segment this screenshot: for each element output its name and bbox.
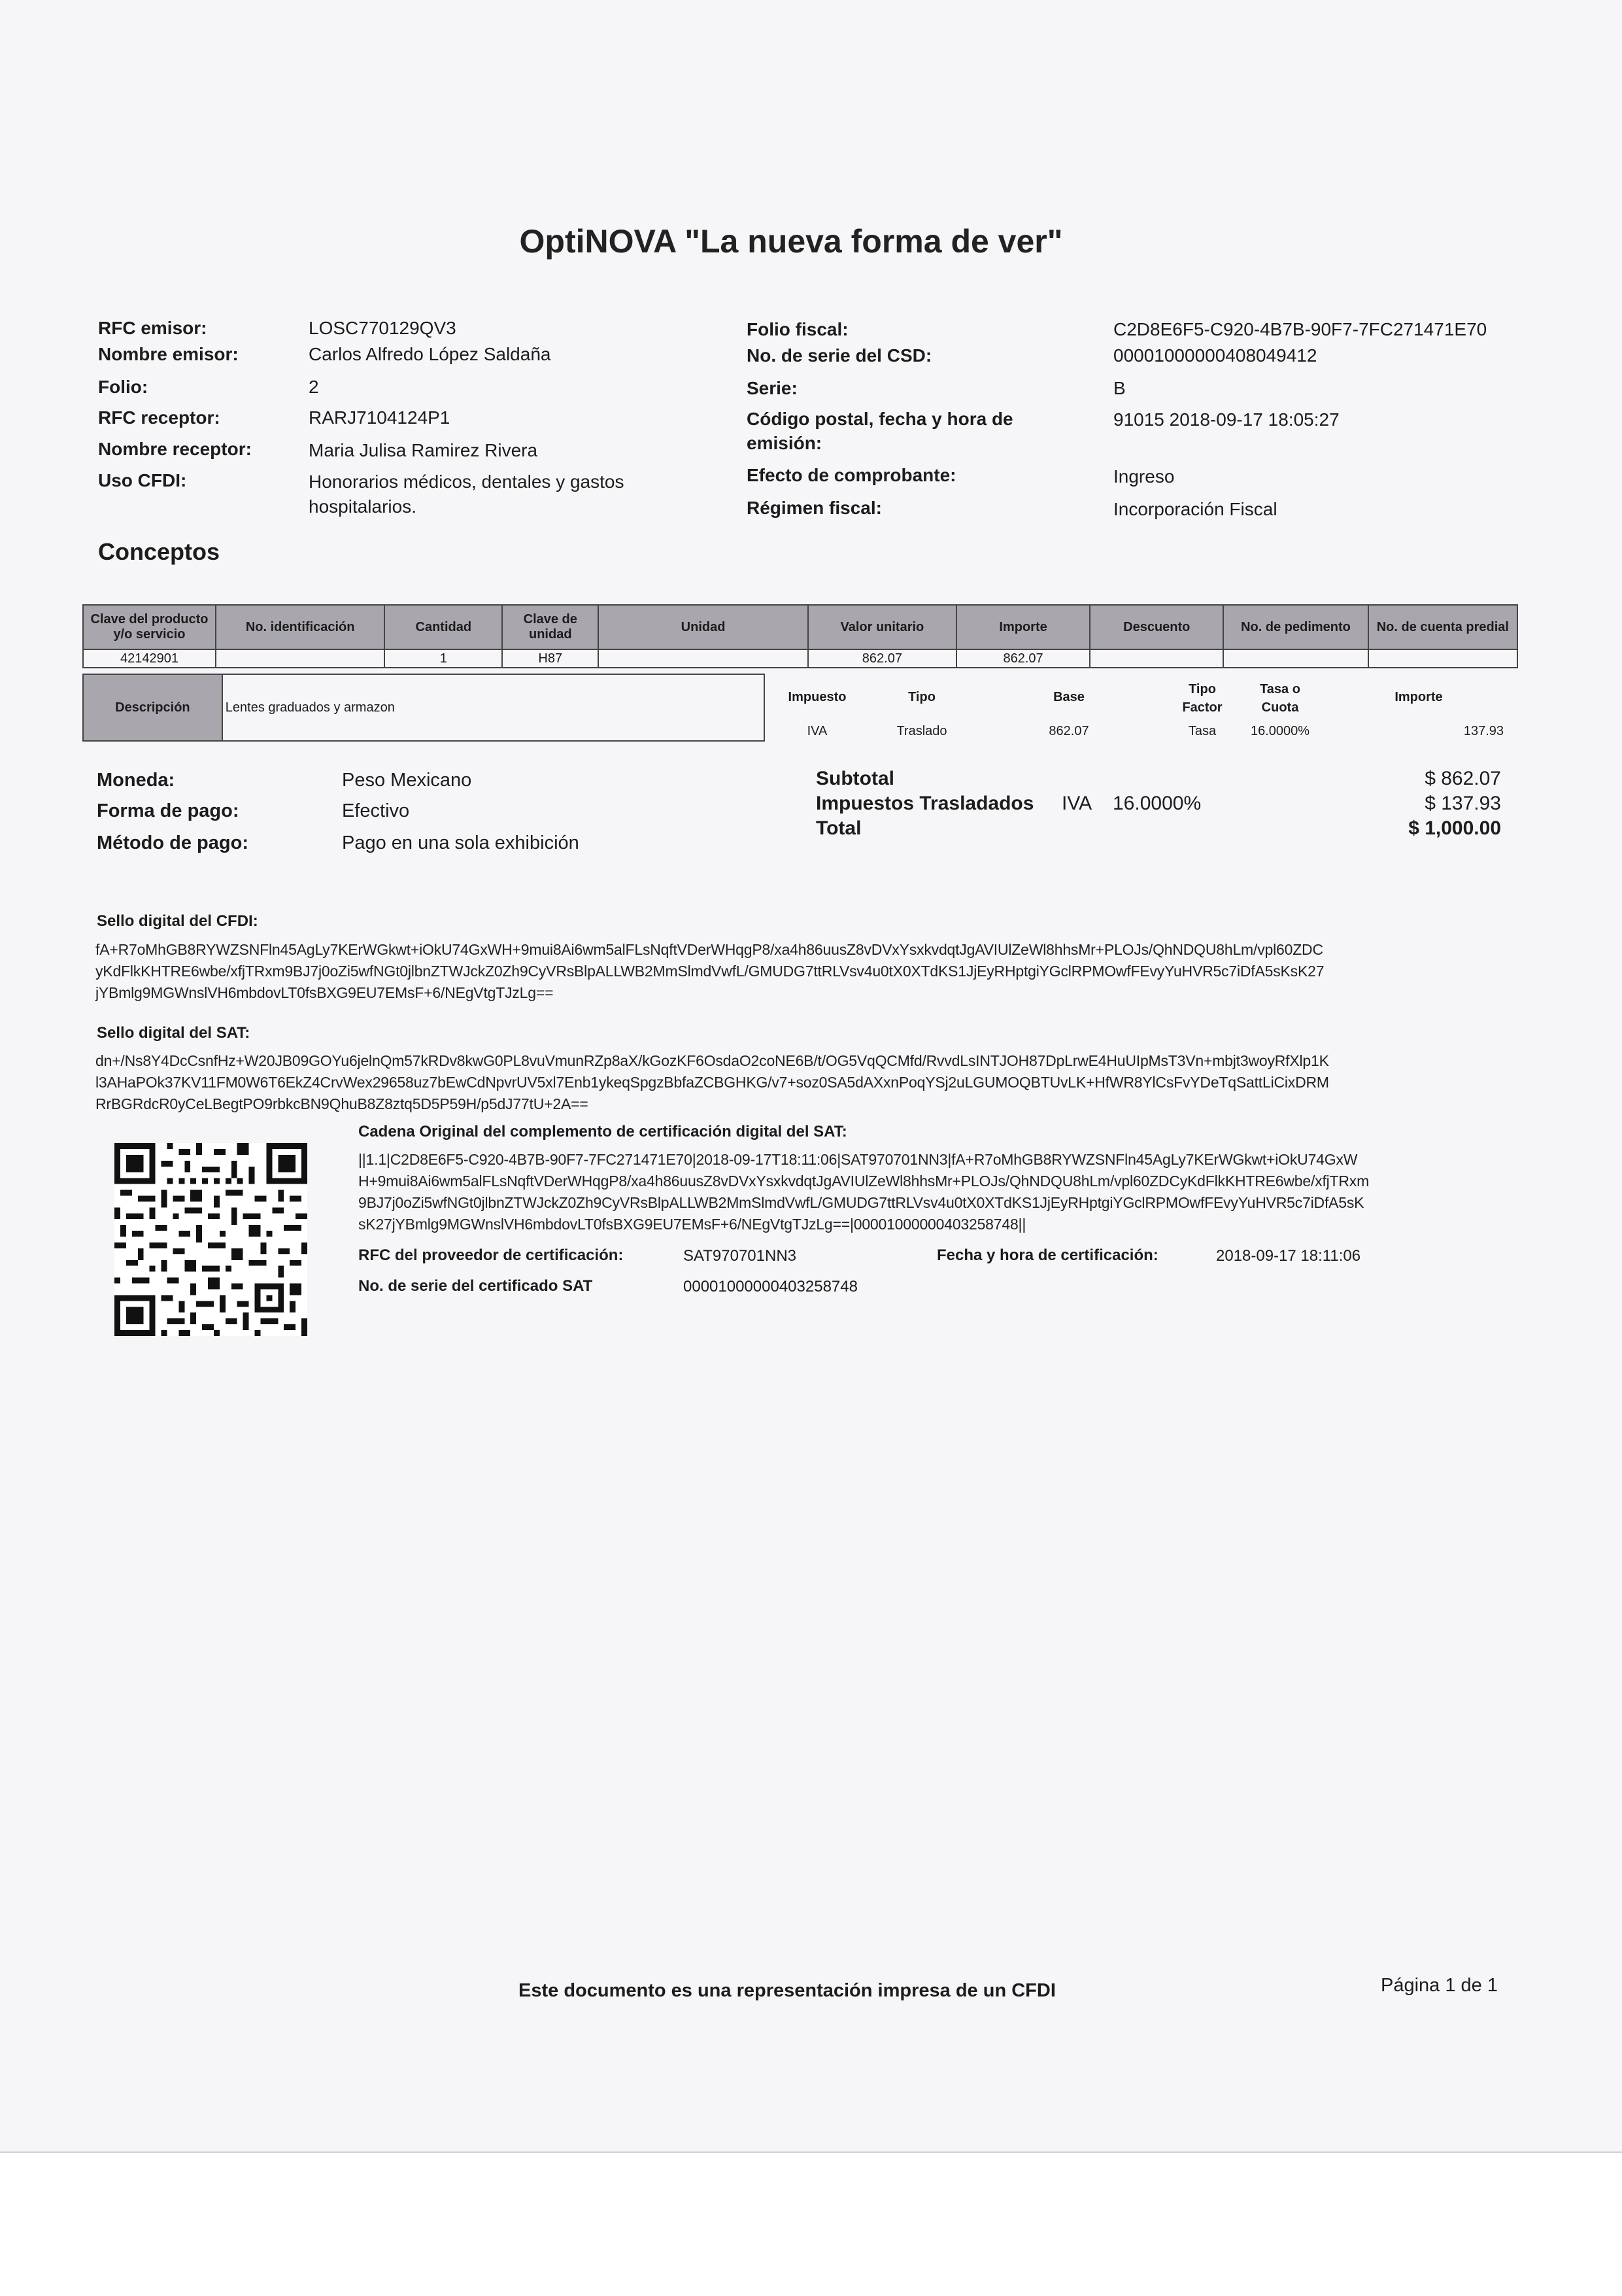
subtotal-label: Subtotal — [816, 768, 894, 789]
serie-csd-label: No. de serie del CSD: — [747, 345, 932, 366]
metodo-pago-value: Pago en una sola exhibición — [342, 832, 579, 853]
metodo-pago-label: Método de pago: — [97, 832, 248, 853]
tax-impuesto: IVA — [807, 724, 828, 738]
uso-cfdi-value-line2: hospitalarios. — [309, 496, 416, 517]
header-descuento: Descuento — [1090, 605, 1223, 649]
sello-cfdi-label: Sello digital del CFDI: — [97, 912, 258, 930]
cell-unidad — [598, 649, 808, 668]
tax-importe: 137.93 — [1463, 724, 1504, 738]
total-label: Total — [816, 817, 862, 839]
sello-sat-line3: RrBGRdcR0yCeLBegtPO9rbkcBN9QhuB8Z8ztq5D5P59H/p5dJ77tU+2A== — [95, 1095, 588, 1112]
cell-importe: 862.07 — [956, 649, 1090, 668]
total-value: $ 1,000.00 — [1408, 817, 1501, 839]
cell-cuenta-predial — [1368, 649, 1517, 668]
impuestos-value: $ 137.93 — [1425, 793, 1501, 814]
cell-valor-unitario: 862.07 — [808, 649, 956, 668]
cp-fecha-label-line2: emisión: — [747, 433, 822, 453]
forma-pago-value: Efectivo — [342, 800, 410, 821]
sello-sat-label: Sello digital del SAT: — [97, 1024, 250, 1042]
nombre-receptor-label: Nombre receptor: — [98, 439, 252, 459]
cadena-line1: ||1.1|C2D8E6F5-C920-4B7B-90F7-7FC271471E70|2018-09-17T18:11:06|SAT970701NN3|fA+R7oMhGB8RYWZSNFln45AgLy7KErWGkwt+iOkU74GxW — [358, 1151, 1358, 1168]
descripcion-value: Lentes graduados y armazon — [222, 674, 764, 741]
serie-certificado-sat-label: No. de serie del certificado SAT — [358, 1277, 593, 1295]
fecha-certificacion-value: 2018-09-17 18:11:06 — [1216, 1247, 1361, 1265]
tax-tipo: Traslado — [896, 724, 947, 738]
efecto-label: Efecto de comprobante: — [747, 465, 956, 485]
efecto-value: Ingreso — [1113, 466, 1175, 487]
conceptos-table — [82, 604, 1518, 668]
conceptos-title: Conceptos — [98, 538, 220, 565]
cp-fecha-value: 91015 2018-09-17 18:05:27 — [1113, 409, 1340, 430]
cadena-line4: sK27jYBmlg9MGWnslVH6mbdovLT0fsBXG9EU7EMsF+6/NEgVtgTJzLg==|00001000000403258748|| — [358, 1216, 1026, 1233]
header-pedimento: No. de pedimento — [1223, 605, 1368, 649]
rfc-emisor-value: LOSC770129QV3 — [309, 318, 456, 338]
serie-csd-value: 00001000000408049412 — [1113, 345, 1317, 366]
sello-cfdi-line2: yKdFlkKHTRE6wbe/xfjTRxm9BJ7j0oZi5wfNGt0jlbnZTWJckZ0Zh9CyVRsBlpALLWB2MmSlmdVwfL/GMUDG7ttRLVsv4u0tX0XTdKS1JjEyRHptgiYGclRPMOwfFEvyYuHVR5c7iDfA5sKsK27 — [95, 963, 1325, 980]
moneda-label: Moneda: — [97, 770, 175, 791]
tax-tasa-cuota: 16.0000% — [1250, 724, 1310, 738]
regimen-label: Régimen fiscal: — [747, 498, 882, 518]
subtotal-value: $ 862.07 — [1425, 768, 1501, 789]
cadena-line2: H+9mui8Ai6wm5alFLsNqftVDerWHqgP8/xa4h86uusZ8vDVxYsxkvdqtJgAVIUlZeWl8hhsMr+PLOJs/QhNDQU8hLm/vpl60ZDCyKdFlkKHTRE6wbe/xfjTRxm — [358, 1173, 1370, 1190]
header-no-identificacion: No. identificación — [216, 605, 384, 649]
tax-header-impuesto: Impuesto — [788, 690, 847, 704]
nombre-receptor-value: Maria Julisa Ramirez Rivera — [309, 440, 538, 460]
header-clave-producto: Clave del producto y/o servicio — [83, 605, 216, 649]
tax-header-tipo: Tipo — [908, 690, 936, 704]
folio-value: 2 — [309, 377, 319, 397]
sello-cfdi-line3: jYBmlg9MGWnslVH6mbdovLT0fsBXG9EU7EMsF+6/NEgVtgTJzLg== — [95, 984, 554, 1001]
serie-label: Serie: — [747, 378, 798, 398]
serie-value: B — [1113, 378, 1126, 398]
tax-header-base: Base — [1053, 690, 1085, 704]
folio-fiscal-label: Folio fiscal: — [747, 319, 849, 339]
impuestos-tasa: 16.0000% — [1113, 793, 1202, 814]
tax-base: 862.07 — [1049, 724, 1089, 738]
cell-clave-unidad: H87 — [502, 649, 598, 668]
regimen-value: Incorporación Fiscal — [1113, 499, 1277, 519]
header-cuenta-predial: No. de cuenta predial — [1368, 605, 1517, 649]
impuestos-trasladados-label: Impuestos Trasladados — [816, 793, 1034, 814]
page-number: Página 1 de 1 — [1381, 1975, 1498, 1996]
table-row — [83, 649, 1517, 668]
descripcion-table — [82, 674, 765, 742]
header-unidad: Unidad — [598, 605, 808, 649]
descripcion-label: Descripción — [83, 674, 222, 741]
fecha-certificacion-label: Fecha y hora de certificación: — [937, 1246, 1158, 1264]
cp-fecha-label-line1: Código postal, fecha y hora de — [747, 409, 1013, 429]
cell-pedimento — [1223, 649, 1368, 668]
forma-pago-label: Forma de pago: — [97, 800, 239, 821]
qr-code-icon — [114, 1143, 307, 1336]
cell-clave-producto: 42142901 — [83, 649, 216, 668]
cell-descuento — [1090, 649, 1223, 668]
nombre-emisor-label: Nombre emisor: — [98, 344, 239, 364]
cell-no-identificacion — [216, 649, 384, 668]
sello-sat-line1: dn+/Ns8Y4DcCsnfHz+W20JB09GOYu6jelnQm57kRDv8kwG0PL8vuVmunRZp8aX/kGozKF6OsdaO2coNE6B/t/OG5VqQCMfd/RvvdLsINTJOH87DpLrwE4HuUIpMsT3Vn+mbjt3woyRfXlp1K — [95, 1052, 1329, 1069]
rfc-proveedor-value: SAT970701NN3 — [683, 1247, 796, 1265]
serie-certificado-sat-value: 00001000000403258748 — [683, 1278, 858, 1295]
footer-text: Este documento es una representación impresa de un CFDI — [518, 1980, 1056, 2001]
header-valor-unitario: Valor unitario — [808, 605, 956, 649]
moneda-value: Peso Mexicano — [342, 770, 472, 791]
tax-header-tasa-cuota: Tasa o Cuota — [1260, 682, 1300, 715]
conceptos-header-row — [83, 605, 1517, 649]
header-cantidad: Cantidad — [384, 605, 502, 649]
impuestos-tipo: IVA — [1062, 793, 1092, 814]
tax-tipo-factor: Tasa — [1188, 724, 1217, 738]
tax-header-tipo-factor: Tipo Factor — [1182, 682, 1223, 715]
rfc-receptor-value: RARJ7104124P1 — [309, 407, 450, 428]
document-title: OptiNOVA "La nueva forma de ver" — [519, 223, 1063, 260]
cadena-original-label: Cadena Original del complemento de certificación digital del SAT: — [358, 1123, 847, 1140]
nombre-emisor-value: Carlos Alfredo López Saldaña — [309, 344, 551, 364]
header-clave-unidad: Clave de unidad — [502, 605, 598, 649]
sello-sat-line2: l3AHaPOk37KV11FM0W6T6EkZ4CrvWex29658uz7bEwCdNpvrUV5xl7Enb1ykeqSpgzBbfaZCBGHKG/v7+soz0SA5dAXxnPoqYSj2uLGUMOQBTUvLK+HfWR8YlCsFvYDeTqSattLiCixDRM — [95, 1074, 1329, 1091]
folio-fiscal-value: C2D8E6F5-C920-4B7B-90F7-7FC271471E70 — [1113, 319, 1487, 339]
rfc-receptor-label: RFC receptor: — [98, 407, 220, 428]
folio-label: Folio: — [98, 377, 148, 397]
cell-cantidad: 1 — [384, 649, 502, 668]
tax-header-importe: Importe — [1394, 690, 1443, 704]
uso-cfdi-label: Uso CFDI: — [98, 470, 187, 490]
sello-cfdi-line1: fA+R7oMhGB8RYWZSNFln45AgLy7KErWGkwt+iOkU74GxWH+9mui8Ai6wm5alFLsNqftVDerWHqgP8/xa4h86uusZ8vDVxYsxkvdqtJgAVIUlZeWl8hhsMr+PLOJs/QhNDQU8hLm/vpl60ZDC — [95, 941, 1323, 958]
uso-cfdi-value-line1: Honorarios médicos, dentales y gastos — [309, 471, 624, 492]
header-importe: Importe — [956, 605, 1090, 649]
scan-margin — [0, 2151, 1622, 2296]
rfc-emisor-label: RFC emisor: — [98, 318, 207, 338]
cadena-line3: 9BJ7j0oZi5wfNGt0jlbnZTWJckZ0Zh9CyVRsBlpALLWB2MmSlmdVwfL/GMUDG7ttRLVsv4u0tX0XTdKS1JjEyRHptgiYGclRPMOwfFEvyYuHVR5c7iDfA5sK — [358, 1194, 1364, 1211]
rfc-proveedor-label: RFC del proveedor de certificación: — [358, 1246, 624, 1264]
